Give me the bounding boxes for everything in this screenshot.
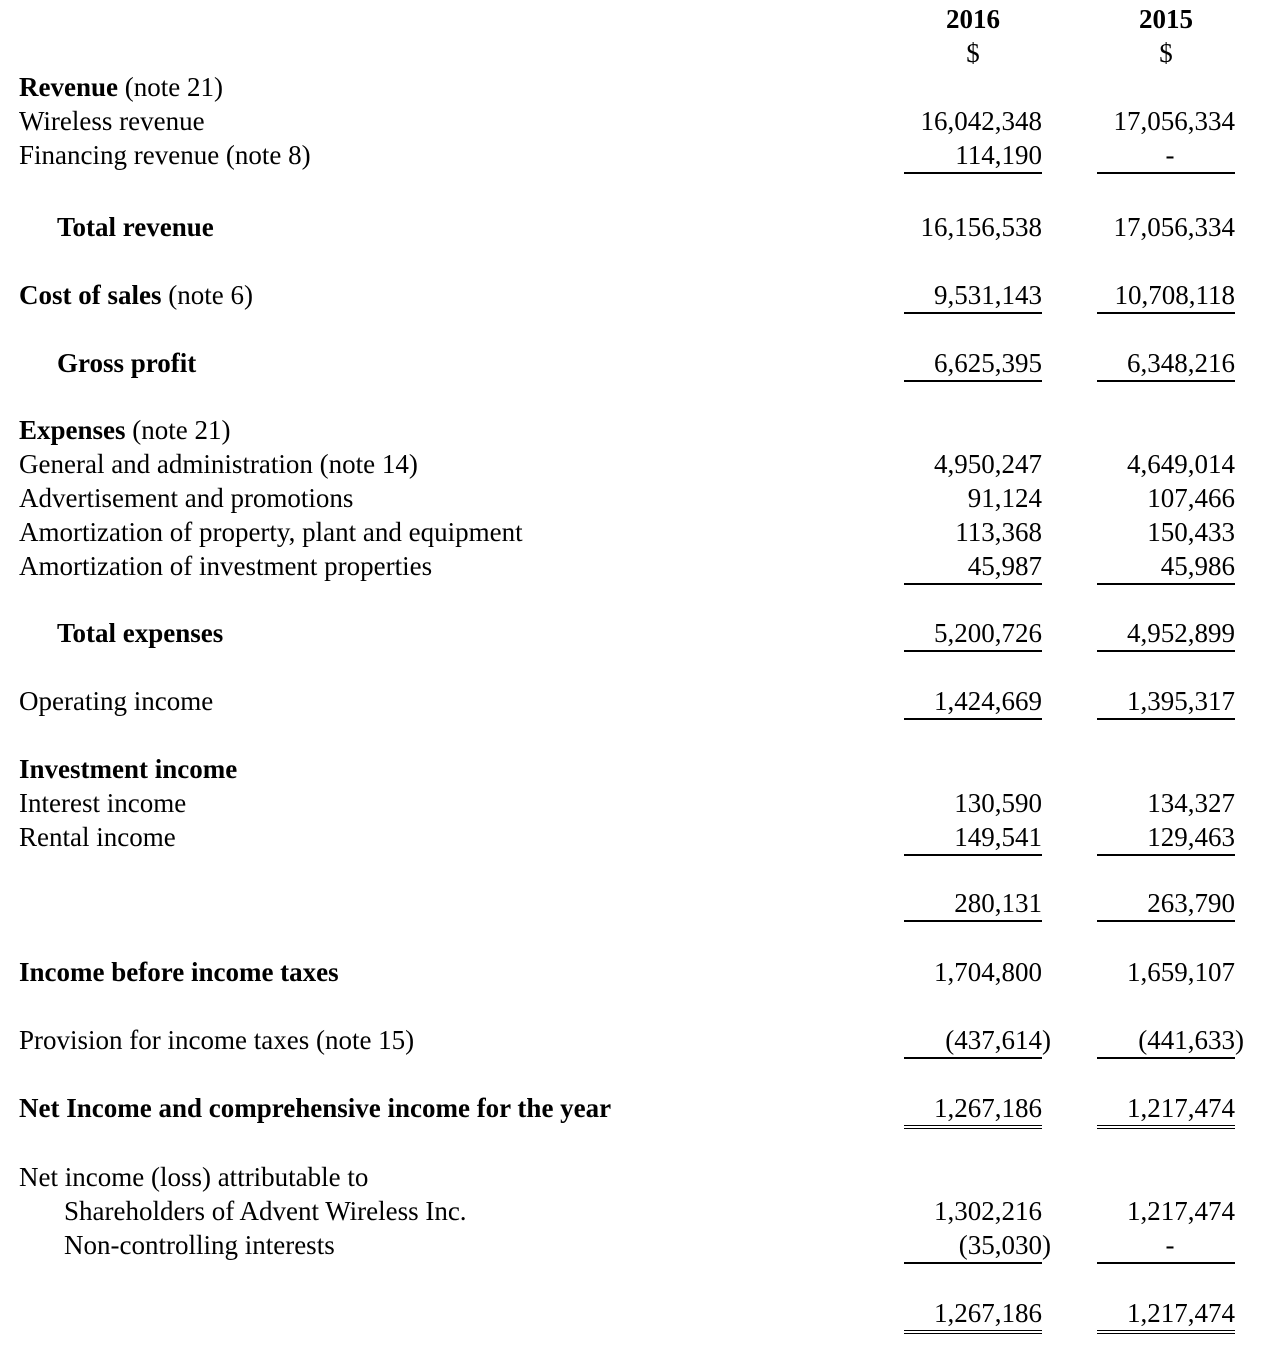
revenue-heading-bold: Revenue bbox=[19, 72, 118, 102]
non-controlling-label: Non-controlling interests bbox=[64, 1230, 335, 1260]
provision-tax-2015-close: ) bbox=[1235, 1025, 1244, 1055]
amort-invest-2016: 45,987 bbox=[904, 549, 1042, 585]
rental-income-label: Rental income bbox=[19, 822, 176, 852]
non-controlling-2016-value: (35,030 bbox=[958, 1230, 1042, 1260]
provision-tax-2016-close: ) bbox=[1042, 1025, 1051, 1055]
financing-revenue-label: Financing revenue (note 8) bbox=[19, 140, 311, 170]
investment-total-2015: 263,790 bbox=[1097, 886, 1235, 922]
gross-profit-2015: 6,348,216 bbox=[1097, 346, 1235, 382]
amort-ppe-2016: 113,368 bbox=[955, 517, 1042, 547]
financing-revenue-2016: 114,190 bbox=[904, 138, 1042, 174]
rental-income-2016: 149,541 bbox=[904, 820, 1042, 856]
expenses-heading bbox=[19, 413, 231, 447]
general-admin-2015: 4,649,014 bbox=[1127, 449, 1235, 479]
general-admin-label: General and administration (note 14) bbox=[19, 449, 418, 479]
interest-income-2016: 130,590 bbox=[954, 788, 1042, 818]
cost-of-sales-2016: 9,531,143 bbox=[904, 278, 1042, 314]
total-revenue-2015: 17,056,334 bbox=[1113, 212, 1235, 242]
currency-2016: $ bbox=[966, 38, 980, 68]
provision-tax-label: Provision for income taxes (note 15) bbox=[19, 1025, 415, 1055]
total-expenses-label: Total expenses bbox=[57, 618, 224, 648]
advertisement-label: Advertisement and promotions bbox=[19, 483, 354, 513]
cost-of-sales-note: (note 6) bbox=[161, 280, 253, 310]
advertisement-2016: 91,124 bbox=[967, 483, 1042, 513]
amort-ppe-2015: 150,433 bbox=[1147, 517, 1235, 547]
amort-ppe-label: Amortization of property, plant and equipment bbox=[19, 517, 523, 547]
provision-tax-2015 bbox=[1097, 1023, 1235, 1059]
column-header-2015: 2015 bbox=[1139, 4, 1193, 34]
currency-2015: $ bbox=[1159, 38, 1173, 68]
general-admin-2016: 4,950,247 bbox=[934, 449, 1042, 479]
non-controlling-2015: - bbox=[1097, 1228, 1235, 1264]
advertisement-2015: 107,466 bbox=[1147, 483, 1235, 513]
provision-tax-2016 bbox=[904, 1023, 1042, 1059]
wireless-revenue-2015: 17,056,334 bbox=[1113, 106, 1235, 136]
non-controlling-2016-close: ) bbox=[1042, 1230, 1051, 1260]
operating-income-2015: 1,395,317 bbox=[1097, 684, 1235, 720]
shareholders-2015: 1,217,474 bbox=[1127, 1196, 1235, 1226]
attributable-heading: Net income (loss) attributable to bbox=[19, 1162, 369, 1192]
investment-income-heading: Investment income bbox=[19, 754, 238, 784]
cost-of-sales-label bbox=[19, 278, 253, 312]
cost-of-sales-bold: Cost of sales bbox=[19, 280, 162, 310]
attributable-total-2015: 1,217,474 bbox=[1097, 1296, 1235, 1334]
total-expenses-2016: 5,200,726 bbox=[904, 616, 1042, 652]
interest-income-label: Interest income bbox=[19, 788, 187, 818]
financing-revenue-2015: - bbox=[1097, 138, 1235, 174]
net-income-label: Net Income and comprehensive income for the year bbox=[19, 1093, 612, 1123]
net-income-2016: 1,267,186 bbox=[904, 1091, 1042, 1129]
net-income-2015: 1,217,474 bbox=[1097, 1091, 1235, 1129]
income-before-tax-2016: 1,704,800 bbox=[934, 957, 1042, 987]
wireless-revenue-label: Wireless revenue bbox=[19, 106, 205, 136]
operating-income-2016: 1,424,669 bbox=[904, 684, 1042, 720]
total-expenses-2015: 4,952,899 bbox=[1097, 616, 1235, 652]
operating-income-label: Operating income bbox=[19, 686, 214, 716]
cost-of-sales-2015: 10,708,118 bbox=[1097, 278, 1235, 314]
gross-profit-label: Gross profit bbox=[57, 348, 197, 378]
shareholders-label: Shareholders of Advent Wireless Inc. bbox=[64, 1196, 467, 1226]
expenses-heading-bold: Expenses bbox=[19, 415, 126, 445]
non-controlling-2016 bbox=[904, 1228, 1042, 1264]
wireless-revenue-2016: 16,042,348 bbox=[920, 106, 1042, 136]
provision-tax-2016-value: (437,614 bbox=[945, 1025, 1042, 1055]
investment-total-2016: 280,131 bbox=[904, 886, 1042, 922]
revenue-heading-note: (note 21) bbox=[117, 72, 223, 102]
provision-tax-2015-value: (441,633 bbox=[1138, 1025, 1235, 1055]
interest-income-2015: 134,327 bbox=[1147, 788, 1235, 818]
total-revenue-2016: 16,156,538 bbox=[920, 212, 1042, 242]
column-header-2016: 2016 bbox=[946, 4, 1000, 34]
income-before-tax-label: Income before income taxes bbox=[19, 957, 339, 987]
shareholders-2016: 1,302,216 bbox=[934, 1196, 1042, 1226]
gross-profit-2016: 6,625,395 bbox=[904, 346, 1042, 382]
amort-invest-label: Amortization of investment properties bbox=[19, 551, 433, 581]
amort-invest-2015: 45,986 bbox=[1097, 549, 1235, 585]
attributable-total-2016: 1,267,186 bbox=[904, 1296, 1042, 1334]
total-revenue-label: Total revenue bbox=[57, 212, 214, 242]
income-before-tax-2015: 1,659,107 bbox=[1127, 957, 1235, 987]
expenses-heading-note: (note 21) bbox=[125, 415, 231, 445]
rental-income-2015: 129,463 bbox=[1097, 820, 1235, 856]
revenue-heading bbox=[19, 70, 223, 104]
